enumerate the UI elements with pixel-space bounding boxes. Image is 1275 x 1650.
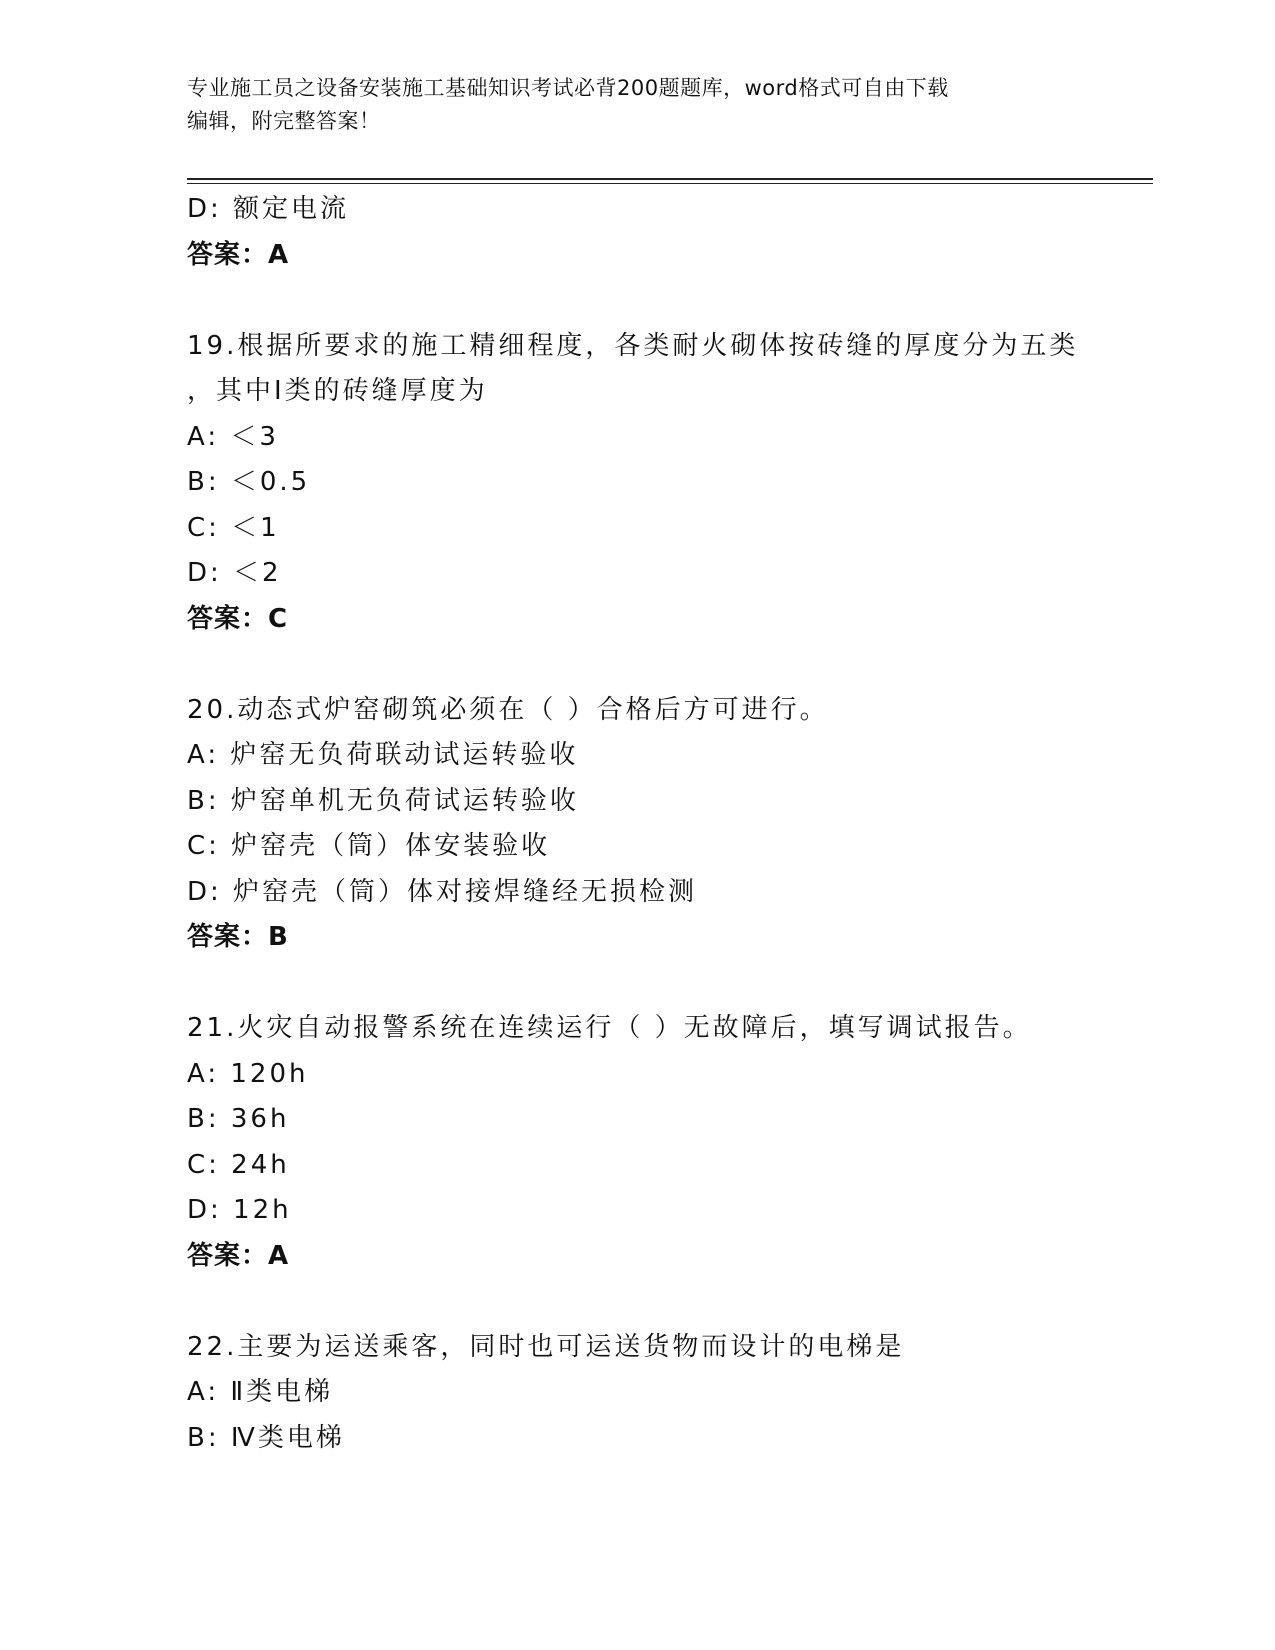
document-body	[187, 187, 1087, 1461]
question-stem: 22.主要为运送乘客，同时也可运送货物而设计的电梯是	[187, 1331, 905, 1362]
question-18-tail	[187, 187, 1087, 278]
header-divider-thin	[187, 183, 1153, 184]
spacer	[187, 278, 1087, 324]
question-19	[187, 324, 1087, 643]
header-divider	[187, 178, 1153, 180]
option-d: D: ＜2	[187, 558, 282, 588]
option-a: A: Ⅱ类电梯	[187, 1377, 334, 1407]
option-a: A: 120h	[187, 1058, 309, 1089]
option-b: B: 炉窑单机无负荷试运转验收	[187, 785, 579, 816]
header-line-2: 编辑，附完整答案！	[187, 109, 381, 133]
question-stem-continued: ，其中Ⅰ类的砖缝厚度为	[187, 376, 488, 406]
option-b: B: Ⅳ类电梯	[187, 1422, 345, 1453]
answer-line: 答案：B	[187, 922, 289, 952]
spacer	[187, 961, 1087, 1007]
spacer	[187, 642, 1087, 688]
option-c: C: 24h	[187, 1149, 290, 1180]
option-a: A: 炉窑无负荷联动试运转验收	[187, 740, 579, 770]
answer-line: 答案：C	[187, 603, 289, 634]
option-d: D: 12h	[187, 1195, 292, 1225]
header-line-1: 专业施工员之设备安装施工基础知识考试必背200题题库，word格式可自由下载	[187, 76, 949, 100]
option-a: A: ＜3	[187, 421, 279, 452]
page-header	[187, 72, 1067, 138]
option-c: C: 炉窑壳（筒）体安装验收	[187, 831, 551, 861]
question-stem: 20.动态式炉窑砌筑必须在（ ）合格后方可进行。	[187, 694, 829, 725]
option-d: D: 炉窑壳（筒）体对接焊缝经无损检测	[187, 876, 698, 907]
option-b: B: ＜0.5	[187, 467, 311, 497]
answer-line: 答案：A	[187, 1240, 290, 1271]
spacer	[187, 1279, 1087, 1325]
answer-line: 答案：A	[187, 239, 290, 270]
question-20	[187, 688, 1087, 961]
question-22	[187, 1325, 1087, 1462]
question-stem: 19.根据所要求的施工精细程度，各类耐火砌体按砖缝的厚度分为五类	[187, 330, 1079, 361]
option-c: C: ＜1	[187, 512, 280, 543]
option-b: B: 36h	[187, 1104, 290, 1134]
question-21	[187, 1006, 1087, 1279]
question-stem: 21.火灾自动报警系统在连续运行（ ）无故障后，填写调试报告。	[187, 1013, 1032, 1043]
option-d: D: 额定电流	[187, 194, 350, 224]
